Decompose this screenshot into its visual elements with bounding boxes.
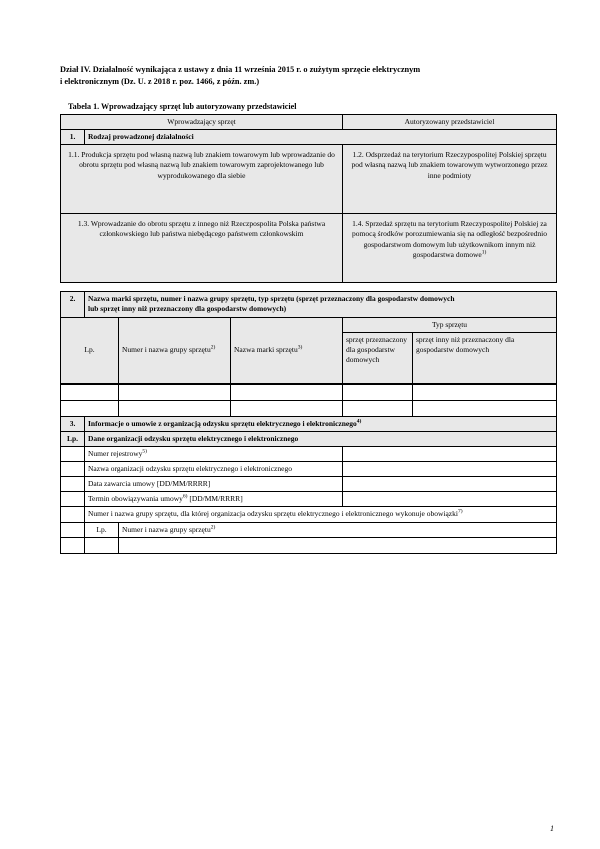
cell-nonhousehold-1[interactable] [413,384,557,400]
cell-nonhousehold-2[interactable] [413,400,557,416]
cell-1-1: 1.1. Produkcja sprzętu pod własną nazwą lub znakiem towarowym lub wprowadzanie do obrotu sprzętu pod własną nazwą lub znakiem towarowym zaprojektowanego lub wyprodukowanego dla siebie [61,145,343,214]
col-group-header-footnote: 2) [210,344,216,351]
section-1-row [61,130,557,145]
section-2-number: 2. [61,292,85,317]
page-number: 1 [550,824,554,833]
col-brand-header-text: Nazwa marki sprzętu [234,345,298,355]
header-col-wprowadzajacy: Wprowadzający sprzęt [61,115,343,130]
cell-1-4-text: 1.4. Sprzedaż sprzętu na terytorium Rzeczypospolitej Polskiej za pomocą środków porozumiewania się na odległość bezpośrednio gospodarstwom domowym lub użytkownikom innym niż gospodarstwa domowe [352,219,547,259]
cell-household-1[interactable] [343,384,413,400]
cell-lp-2[interactable] [61,400,119,416]
cell-group-2[interactable] [119,400,231,416]
cell-1-3: 1.3. Wprowadzanie do obrotu sprzętu z innego niż Rzeczpospolita Polska państwa członkowskiego lub państwa niebędącego państwem członkowskim [61,214,343,283]
cell-1-4 [343,214,557,283]
section-3-sub-header-row [61,522,557,537]
obligation-text: Numer i nazwa grupy sprzętu, dla której organizacja odzysku sprzętu elektrycznego i elektronicznego wykonuje obowiązki [88,509,458,519]
obligation-footnote: 7) [457,508,463,515]
orgname-label: Nazwa organizacji odzysku sprzętu elektrycznego i elektronicznego [85,462,343,477]
orgname-value[interactable] [343,462,557,477]
term-lp-cell[interactable] [61,492,85,507]
term-label-footnote: 6) [182,493,188,500]
date-label: Data zawarcia umowy [DD/MM/RRRR] [85,477,343,492]
date-lp-cell[interactable] [61,477,85,492]
registry-label [85,446,343,461]
section-3-row-date[interactable] [61,477,557,492]
section-3-title-text: Informacje o umowie z organizacją odzysku sprzętu elektrycznego i elektronicznego [88,418,357,428]
registry-value[interactable] [343,446,557,461]
section-2-empty-row-2[interactable] [61,400,557,416]
cell-group-1[interactable] [119,384,231,400]
col-brand-header [231,317,343,383]
section-3-sub-empty-row[interactable] [61,537,557,553]
section-3-row-orgname[interactable] [61,462,557,477]
sub-empty-group[interactable] [119,537,557,553]
section-1-title: Rodzaj prowadzonej działalności [85,130,557,145]
sub-empty-spacer [61,537,85,553]
col-brand-header-footnote: 3) [297,344,303,351]
section-2-row [61,292,557,317]
section-3-row-registry[interactable] [61,446,557,461]
table-2 [60,291,557,383]
section-3-lp-header: Lp. [61,431,85,446]
orgname-lp-cell[interactable] [61,462,85,477]
heading-line-2: i elektronicznym (Dz. U. z 2018 r. poz. 1466, z późn. zm.) [60,77,260,87]
col-lp-header: Lp. [61,317,119,383]
term-value[interactable] [343,492,557,507]
cell-brand-1[interactable] [231,384,343,400]
section-3-row-obligation [61,507,557,522]
sub-lp-header: Lp. [85,522,119,537]
col-type-nonhousehold: sprzęt inny niż przeznaczony dla gospodarstw domowych [413,332,557,383]
cell-household-2[interactable] [343,400,413,416]
obligation-lp-cell[interactable] [61,507,85,522]
cell-brand-2[interactable] [231,400,343,416]
sub-group-header [119,522,557,537]
section-3-row-term[interactable] [61,492,557,507]
cell-1-4-footnote: 1) [481,249,487,256]
col-type-header: Typ sprzętu [343,317,557,332]
cell-lp-1[interactable] [61,384,119,400]
section-3-number: 3. [61,416,85,431]
col-group-header [119,317,231,383]
table-header-row [61,115,557,130]
sub-group-header-footnote: 2) [210,524,216,531]
row-1-1-1-2 [61,145,557,214]
registry-label-text: Numer rejestrowy [88,448,143,458]
table-1 [60,114,557,283]
section-2-title-line1: Nazwa marki sprzętu, numer i nazwa grupy sprzętu, typ sprzętu (sprzęt przeznaczony dla gospodarstw domowych [88,294,455,304]
term-label-text: Termin obowiązywania umowy [88,494,183,504]
document-heading [60,64,556,88]
heading-line-1: Dział IV. Działalność wynikająca z ustawy z dnia 11 września 2015 r. o zużytym sprzęcie elektrycznym [60,65,421,74]
section-3-title [85,416,557,431]
table-3 [60,384,557,554]
term-label-after: [DD/MM/RRRR] [187,494,243,504]
row-1-3-1-4 [61,214,557,283]
registry-lp-cell[interactable] [61,446,85,461]
section-2-title-line2: lub sprzęt inny niż przeznaczony dla gospodarstw domowych) [88,304,287,314]
section-2-empty-row-1[interactable] [61,384,557,400]
col-group-header-text: Numer i nazwa grupy sprzętu [122,345,211,355]
section-3-data-header: Dane organizacji odzysku sprzętu elektrycznego i elektronicznego [85,431,557,446]
obligation-label [85,507,557,522]
header-col-autoryzowany: Autoryzowany przedstawiciel [343,115,557,130]
section-1-number: 1. [61,130,85,145]
section-3-header-row [61,431,557,446]
section-3-row [61,416,557,431]
sub-group-header-text: Numer i nazwa grupy sprzętu [122,524,211,534]
section-2-title [85,292,557,317]
table-caption: Tabela 1. Wprowadzający sprzęt lub autoryzowany przedstawiciel [68,102,297,112]
cell-1-2: 1.2. Odsprzedaż na terytorium Rzeczypospolitej Polskiej sprzętu pod własną nazwą lub znakiem towarowym wytworzonego przez inne podmioty [343,145,557,214]
sub-spacer-cell [61,522,85,537]
col-type-household: sprzęt przeznaczony dla gospodarstw domowych [343,332,413,383]
date-value[interactable] [343,477,557,492]
sub-empty-lp[interactable] [85,537,119,553]
section-3-title-footnote: 4) [356,418,362,425]
registry-label-footnote: 5) [142,448,147,455]
row-type-header [61,317,557,332]
term-label [85,492,343,507]
